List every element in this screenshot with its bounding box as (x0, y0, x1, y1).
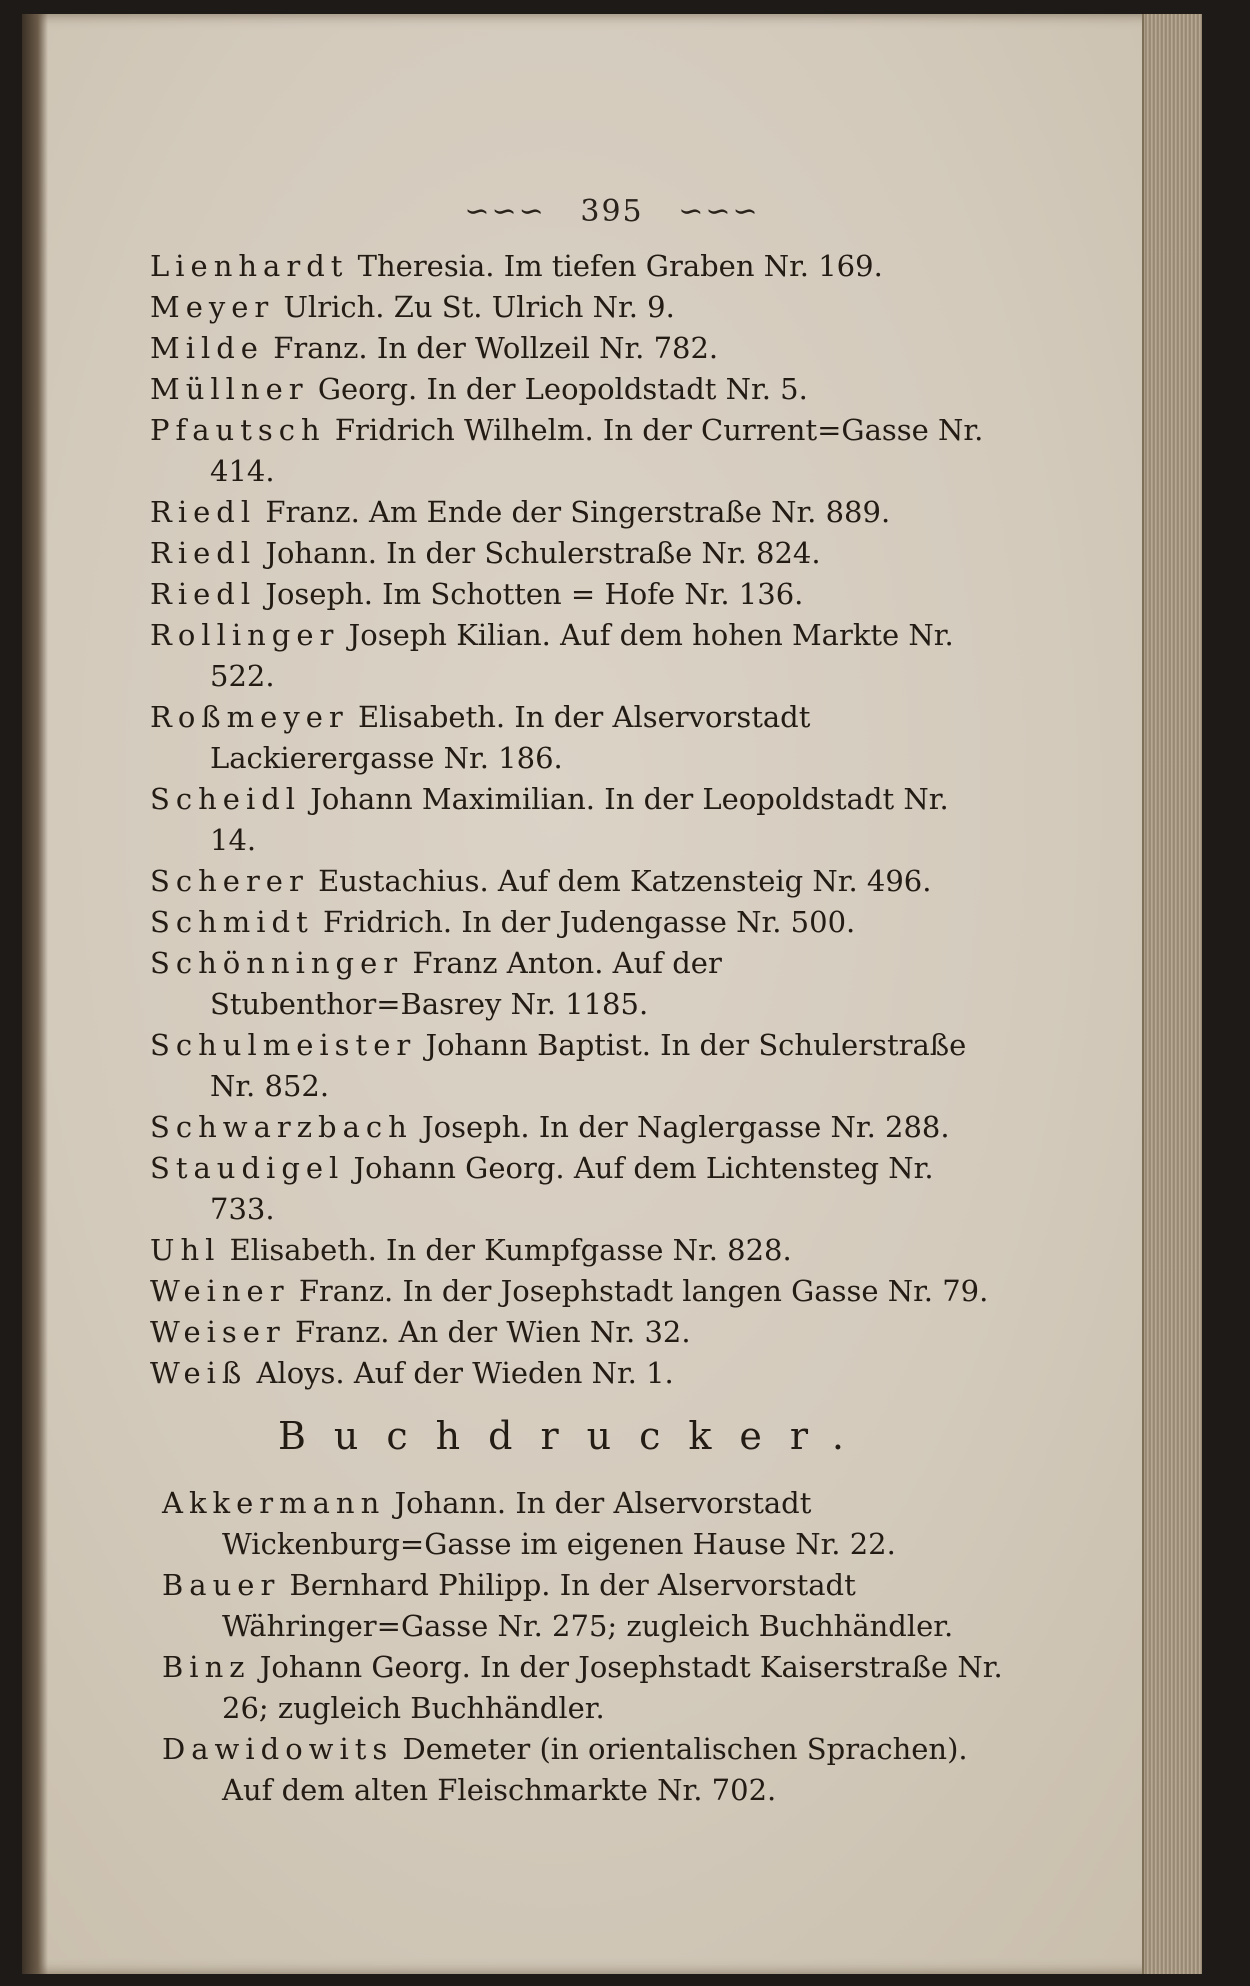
entry-name: Riedl (150, 536, 257, 570)
page-header (22, 194, 1202, 229)
entry-address: Johann Georg. In der Josephstadt Kaiserstraße Nr. 26; zugleich Buchhändler. (222, 1650, 1003, 1725)
entry-name: Schwarzbach (150, 1110, 413, 1144)
entry-address: Demeter (in orientalischen Sprachen). Auf dem alten Fleischmarkte Nr. 702. (222, 1732, 968, 1807)
book-page (22, 14, 1202, 1974)
list-entry (162, 1483, 1012, 1565)
entry-address: Joseph Kilian. Auf dem hohen Markte Nr. 522. (210, 618, 954, 693)
entry-name: Dawidowits (162, 1732, 394, 1766)
list-entry (150, 1230, 1000, 1271)
entry-address: Franz. In der Wollzeil Nr. 782. (273, 331, 719, 365)
list-entry (162, 1729, 1012, 1811)
list-entry (150, 410, 1000, 492)
entry-address: Johann. In der Schulerstraße Nr. 824. (265, 536, 821, 570)
entry-name: Akkermann (162, 1486, 386, 1520)
list-entry (150, 1148, 1000, 1230)
list-entry (150, 1107, 1000, 1148)
page-fore-edge (1142, 14, 1202, 1974)
list-entry (150, 369, 1000, 410)
entry-name: Uhl (150, 1233, 221, 1267)
book-printers-section (162, 1483, 1012, 1811)
printers-section-continued (150, 246, 1000, 1394)
entry-name: Riedl (150, 495, 257, 529)
entry-address: Franz. An der Wien Nr. 32. (295, 1315, 691, 1349)
list-entry (150, 246, 1000, 287)
entry-name: Meyer (150, 290, 275, 324)
entry-name: Milde (150, 331, 264, 365)
list-entry (162, 1565, 1012, 1647)
list-entry (150, 1353, 1000, 1394)
list-entry (150, 1025, 1000, 1107)
list-entry (150, 861, 1000, 902)
entry-name: Scheidl (150, 782, 302, 816)
entry-name: Rollinger (150, 618, 340, 652)
list-entry (150, 328, 1000, 369)
entry-address: Fridrich Wilhelm. In der Current=Gasse Nr. 414. (210, 413, 984, 488)
entry-name: Müllner (150, 372, 309, 406)
entry-address: Aloys. Auf der Wieden Nr. 1. (256, 1356, 674, 1390)
list-entry (150, 902, 1000, 943)
entry-name: Weiner (150, 1274, 290, 1308)
entry-name: Lienhardt (150, 249, 349, 283)
entry-address: Johann Baptist. In der Schulerstraße Nr. 852. (210, 1028, 967, 1103)
list-entry (150, 697, 1000, 779)
entry-name: Bauer (162, 1568, 281, 1602)
entry-name: Roßmeyer (150, 700, 349, 734)
entry-address: Elisabeth. In der Alservorstadt Lackierergasse Nr. 186. (210, 700, 811, 775)
entry-name: Weiß (150, 1356, 248, 1390)
entry-address: Joseph. Im Schotten = Hofe Nr. 136. (265, 577, 804, 611)
entry-address: Franz. Am Ende der Singerstraße Nr. 889. (265, 495, 891, 529)
entry-name: Binz (162, 1650, 251, 1684)
directory-list (150, 246, 1003, 1811)
entry-address: Johann Georg. Auf dem Lichtensteg Nr. 733. (210, 1151, 934, 1226)
page-gutter (22, 14, 48, 1974)
entry-address: Eustachius. Auf dem Katzensteig Nr. 496. (318, 864, 932, 898)
entry-address: Johann Maximilian. In der Leopoldstadt Nr. 14. (210, 782, 949, 857)
list-entry (162, 1647, 1012, 1729)
entry-name: Scherer (150, 864, 309, 898)
header-ornament-right: ∽∽∽ (678, 194, 760, 229)
list-entry (150, 287, 1000, 328)
list-entry (150, 533, 1000, 574)
entry-address: Johann. In der Alservorstadt Wickenburg=Gasse im eigenen Hause Nr. 22. (222, 1486, 896, 1561)
list-entry (150, 943, 1000, 1025)
entry-name: Pfautsch (150, 413, 326, 447)
entry-name: Schmidt (150, 905, 314, 939)
entry-name: Riedl (150, 577, 257, 611)
header-ornament-left: ∽∽∽ (464, 194, 546, 229)
entry-address: Theresia. Im tiefen Graben Nr. 169. (357, 249, 883, 283)
entry-address: Ulrich. Zu St. Ulrich Nr. 9. (283, 290, 675, 324)
entry-address: Fridrich. In der Judengasse Nr. 500. (323, 905, 856, 939)
page-number: 395 (580, 194, 644, 229)
entry-address: Bernhard Philipp. In der Alservorstadt Währinger=Gasse Nr. 275; zugleich Buchhändler. (222, 1568, 954, 1643)
section-title: Buchdrucker. (278, 1414, 872, 1458)
entry-address: Franz Anton. Auf der Stubenthor=Basrey Nr. 1185. (210, 946, 722, 1021)
list-entry (150, 1271, 1000, 1312)
entry-name: Schönninger (150, 946, 404, 980)
entry-address: Joseph. In der Naglergasse Nr. 288. (422, 1110, 950, 1144)
list-entry (150, 492, 1000, 533)
entry-address: Elisabeth. In der Kumpfgasse Nr. 828. (229, 1233, 792, 1267)
entry-name: Staudigel (150, 1151, 345, 1185)
entry-address: Georg. In der Leopoldstadt Nr. 5. (317, 372, 808, 406)
entry-name: Weiser (150, 1315, 286, 1349)
list-entry (150, 615, 1000, 697)
list-entry (150, 779, 1000, 861)
list-entry (150, 574, 1000, 615)
entry-name: Schulmeister (150, 1028, 417, 1062)
entry-address: Franz. In der Josephstadt langen Gasse Nr. 79. (298, 1274, 989, 1308)
list-entry (150, 1312, 1000, 1353)
